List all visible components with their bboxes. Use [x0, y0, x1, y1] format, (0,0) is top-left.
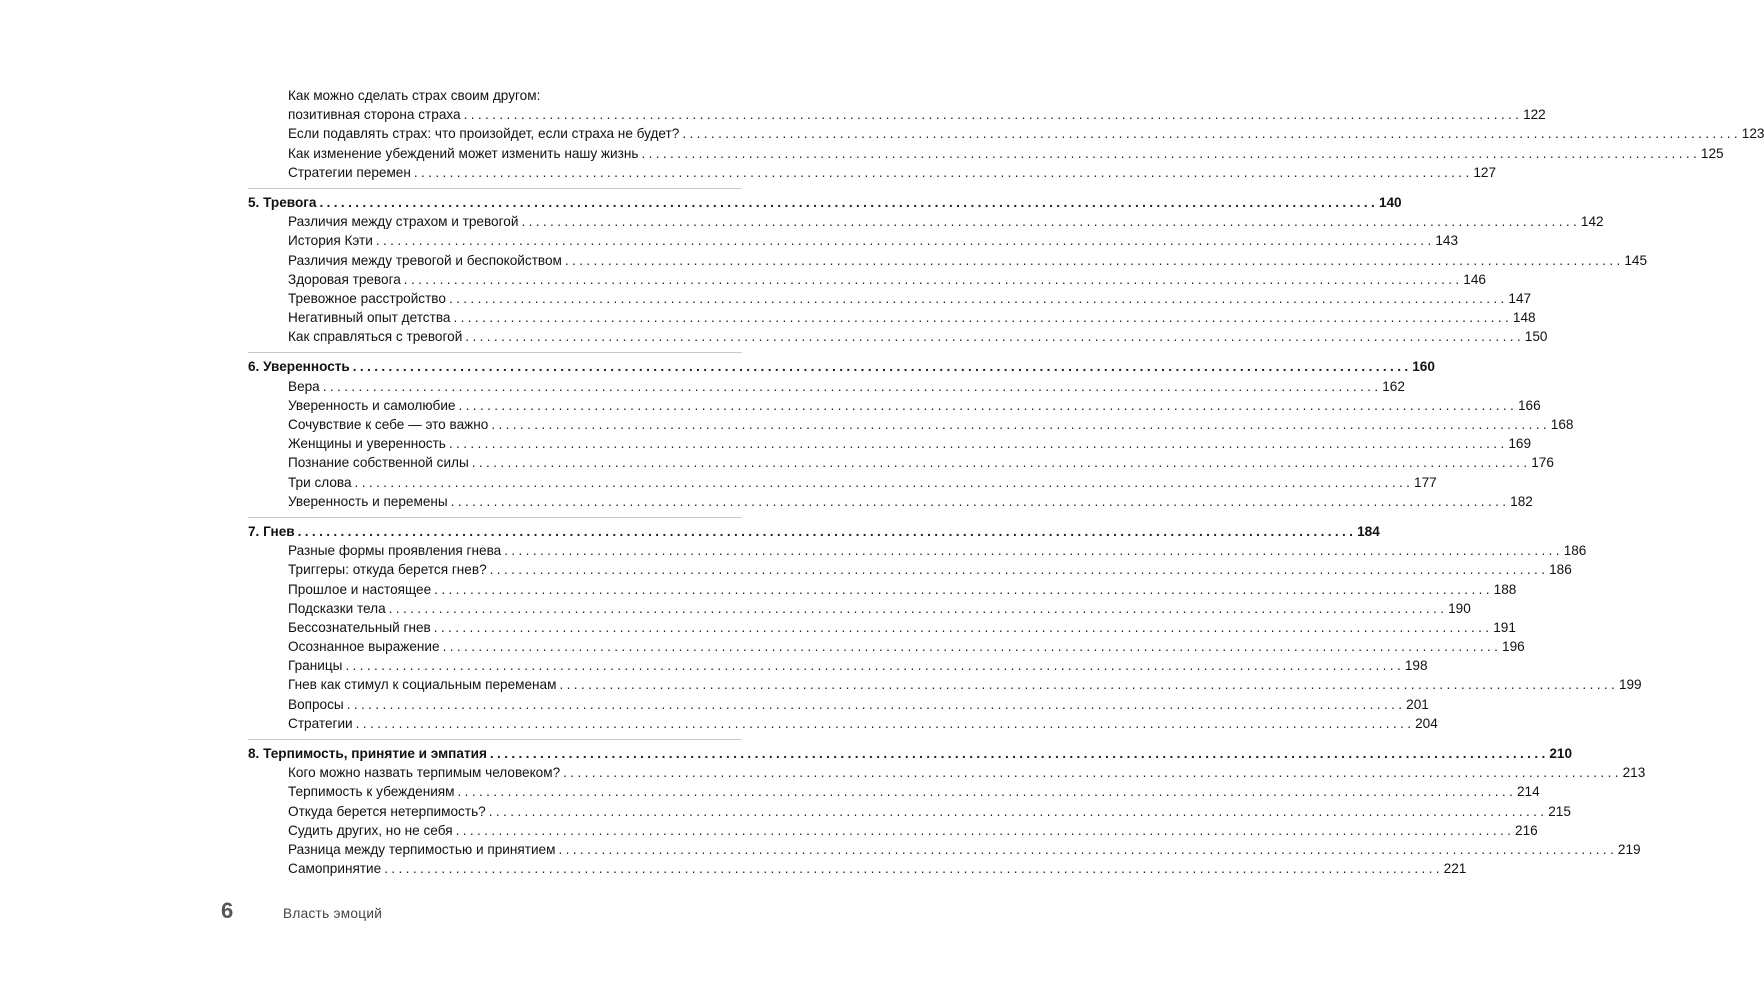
toc-entry-page: 162 [1382, 378, 1405, 394]
dot-leader [559, 675, 1614, 694]
toc-entry-page: 190 [1448, 600, 1471, 616]
toc-entry-title: Кого можно назвать терпимым человеком? [288, 765, 561, 781]
section-divider [248, 739, 742, 740]
toc-section-entry[interactable] [248, 637, 1525, 656]
toc-section-entry[interactable] [248, 289, 1532, 308]
toc-entry-page: 123 [1741, 126, 1764, 142]
dot-leader [458, 782, 1513, 801]
toc-entry-page: 142 [1580, 214, 1604, 230]
toc-entry-page: 219 [1617, 841, 1641, 857]
toc-section-entry[interactable] [248, 541, 1587, 560]
toc-entry-page: 198 [1404, 658, 1428, 674]
toc-section-entry[interactable] [248, 714, 1438, 733]
toc-entry-title: Как изменение убеждений может изменить нашу жизнь [288, 145, 639, 161]
toc-entry-title: Различия между страхом и тревогой [288, 214, 519, 230]
toc-entry-title: Тревожное расстройство [288, 290, 446, 306]
dot-leader [453, 308, 1508, 327]
toc-entry-title: 8. Терпимость, принятие и эмпатия [248, 746, 487, 761]
dot-leader [490, 560, 1545, 579]
toc-entry-title: Бессознательный гнев [288, 619, 431, 635]
dot-leader [449, 289, 1504, 308]
toc-section-entry[interactable] [248, 396, 1541, 415]
dot-leader [563, 763, 1618, 782]
toc-entry-page: 196 [1502, 639, 1525, 655]
toc-entry-page: 145 [1624, 252, 1648, 268]
toc-entry-page: 146 [1463, 271, 1486, 287]
toc-entry-page: 216 [1515, 822, 1538, 838]
toc-entry-title: История Кэти [288, 233, 373, 249]
section-divider [248, 352, 742, 353]
dot-leader [451, 492, 1506, 511]
toc-entry-title: Границы [288, 658, 343, 674]
section-divider [248, 517, 742, 518]
dot-leader [558, 840, 1613, 859]
toc-entry-title: Как справляться с тревогой [288, 329, 463, 345]
toc-entry-title: позитивная сторона страха [288, 107, 461, 123]
toc-entry-title: Стратегии перемен [288, 164, 411, 180]
dot-leader [521, 212, 1576, 231]
toc-entry-page: 127 [1473, 164, 1497, 180]
section-divider [248, 188, 742, 189]
toc-entry-title: Сочувствие к себе — это важно [288, 417, 489, 432]
toc-section-entry[interactable] [248, 695, 1429, 714]
toc-section-entry[interactable] [248, 656, 1428, 675]
page-number: 6 [221, 898, 234, 923]
toc-section-entry[interactable] [248, 163, 1497, 182]
toc-section-entry[interactable] [248, 599, 1471, 618]
toc-entry-title: Вера [288, 378, 320, 394]
toc-section-entry[interactable] [248, 763, 1646, 782]
toc-entry-page: 204 [1415, 715, 1438, 731]
dot-leader [443, 637, 1498, 656]
toc-section-entry[interactable] [248, 453, 1554, 472]
toc-section-entry[interactable] [248, 802, 1571, 821]
dot-leader [404, 270, 1459, 289]
toc-entry-page: 210 [1549, 746, 1573, 761]
toc-section-entry[interactable] [248, 580, 1517, 599]
toc-entry-title: 6. Уверенность [248, 359, 350, 375]
toc-entry-page: 125 [1700, 145, 1724, 161]
toc-entry-page: 122 [1523, 107, 1546, 123]
toc-entry-page: 169 [1508, 436, 1532, 452]
toc-section-entry[interactable] [248, 434, 1532, 453]
toc-section-entry[interactable] [248, 231, 1459, 250]
dot-leader [682, 124, 1737, 143]
dot-leader [345, 656, 1400, 675]
toc-entry-title: Судить других, но не себя [288, 822, 453, 838]
toc-section-entry[interactable] [248, 782, 1540, 801]
dot-leader [458, 396, 1513, 415]
dot-leader [298, 522, 1353, 541]
dot-leader [355, 473, 1410, 492]
toc-entry-title: Вопросы [288, 696, 344, 712]
toc-entry-title: Осознанное выражение [288, 639, 440, 655]
toc-entry-title: 7. Гнев [248, 523, 295, 539]
toc-section-entry[interactable] [248, 492, 1533, 511]
dot-leader [414, 163, 1469, 182]
toc-section-entry[interactable] [248, 124, 1764, 143]
dot-leader [565, 251, 1620, 270]
toc-entry-title: Терпимость к убеждениям [288, 784, 455, 800]
toc-section-entry[interactable] [248, 840, 1641, 859]
dot-leader [356, 714, 1411, 733]
toc-entry-page: 140 [1378, 194, 1402, 210]
dot-leader [472, 453, 1527, 472]
dot-leader [449, 434, 1504, 453]
toc-entry-page: 150 [1524, 329, 1548, 345]
toc-section-entry[interactable] [248, 821, 1538, 840]
toc-entry-title: Самопринятие [288, 861, 382, 877]
toc-entry-title: Три слова [288, 474, 352, 490]
toc-entry-page: 199 [1618, 677, 1642, 693]
toc-entry-title: Различия между тревогой и беспокойством [288, 252, 562, 268]
toc-entry-page: 186 [1563, 543, 1587, 559]
toc-entry-title: 5. Тревога [248, 194, 317, 210]
toc-entry-title: Если подавлять страх: что произойдет, если страха не будет? [288, 126, 680, 142]
running-title: Власть эмоций [283, 906, 383, 921]
dot-leader [641, 144, 1696, 163]
dot-leader [384, 859, 1439, 878]
toc-entry-page: 148 [1512, 310, 1536, 326]
dot-leader [376, 231, 1431, 250]
dot-leader [389, 599, 1444, 618]
toc-entry-page: 160 [1412, 359, 1435, 375]
toc-section-entry[interactable] [248, 212, 1604, 231]
toc-section-entry[interactable] [248, 859, 1467, 878]
toc-entry-title: Уверенность и самолюбие [288, 397, 456, 413]
toc-chapter-entry[interactable] [248, 522, 1380, 541]
toc-entry-title: Как можно сделать страх своим другом: [288, 88, 541, 103]
toc-chapter-entry[interactable] [248, 357, 1435, 376]
dot-leader [491, 415, 1546, 434]
toc-entry-title: Разница между терпимостью и принятием [288, 841, 556, 857]
dot-leader [347, 695, 1402, 714]
toc-section-entry[interactable] [248, 618, 1516, 637]
toc-entry-title: Триггеры: откуда берется гнев? [288, 562, 487, 578]
toc-section-entry[interactable] [248, 473, 1437, 492]
dot-leader [490, 744, 1545, 763]
toc-entry-page: 191 [1493, 619, 1516, 635]
toc-entry-title: Стратегии [288, 715, 353, 731]
dot-leader [353, 357, 1408, 376]
toc-entry-title: Подсказки тела [288, 600, 386, 616]
toc-entry-page: 166 [1517, 397, 1541, 413]
toc-entry-title: Гнев как стимул к социальным переменам [288, 677, 557, 693]
toc-entry-title: Разные формы проявления гнева [288, 543, 502, 559]
dot-leader [504, 541, 1559, 560]
toc-chapter-entry[interactable] [248, 193, 1402, 212]
toc-section-entry[interactable] [248, 251, 1648, 270]
toc-chapter-entry[interactable] [248, 744, 1573, 763]
dot-leader [323, 377, 1378, 396]
toc-entry-page: 215 [1548, 803, 1571, 819]
toc-entry-title: Откуда берется нетерпимость? [288, 803, 486, 819]
toc-entry-page: 214 [1516, 784, 1540, 800]
dot-leader [464, 105, 1519, 124]
toc-entry-page: 201 [1406, 696, 1429, 712]
toc-section-entry[interactable] [248, 377, 1405, 396]
toc-entry-title: Женщины и уверенность [288, 436, 446, 452]
dot-leader [434, 580, 1489, 599]
toc-entry-page: 182 [1510, 493, 1533, 509]
dot-leader [465, 327, 1520, 346]
toc-section-entry[interactable] [248, 560, 1572, 579]
toc-section-entry[interactable] [248, 270, 1486, 289]
page-footer [221, 898, 382, 924]
toc-entry-page: 213 [1622, 765, 1646, 781]
toc-section-entry[interactable] [248, 105, 1546, 124]
toc-entry-page: 147 [1508, 290, 1532, 306]
toc-section-entry[interactable] [248, 415, 1574, 434]
table-of-contents [248, 86, 1764, 878]
toc-entry-page: 184 [1357, 523, 1380, 539]
toc-section-entry[interactable] [248, 675, 1642, 694]
toc-entry-page: 168 [1550, 417, 1574, 432]
dot-leader [489, 802, 1544, 821]
dot-leader [456, 821, 1511, 840]
dot-leader [319, 193, 1374, 212]
toc-entry-title: Познание собственной силы [288, 455, 469, 471]
toc-entry-title: Негативный опыт детства [288, 310, 451, 326]
dot-leader [434, 618, 1489, 637]
toc-entry-title: Прошлое и настоящее [288, 581, 432, 597]
toc-entry-title: Уверенность и перемены [288, 493, 448, 509]
toc-section-entry[interactable] [248, 327, 1548, 346]
toc-entry-page: 176 [1531, 455, 1554, 471]
toc-entry-page: 221 [1443, 861, 1467, 877]
toc-entry-title: Здоровая тревога [288, 271, 401, 287]
toc-section-entry[interactable] [248, 308, 1536, 327]
toc-section-entry[interactable] [248, 86, 742, 105]
toc-entry-page: 188 [1493, 581, 1517, 597]
toc-entry-page: 143 [1435, 233, 1459, 249]
toc-section-entry[interactable] [248, 144, 1724, 163]
toc-entry-page: 186 [1549, 562, 1572, 578]
toc-entry-page: 177 [1414, 474, 1437, 490]
